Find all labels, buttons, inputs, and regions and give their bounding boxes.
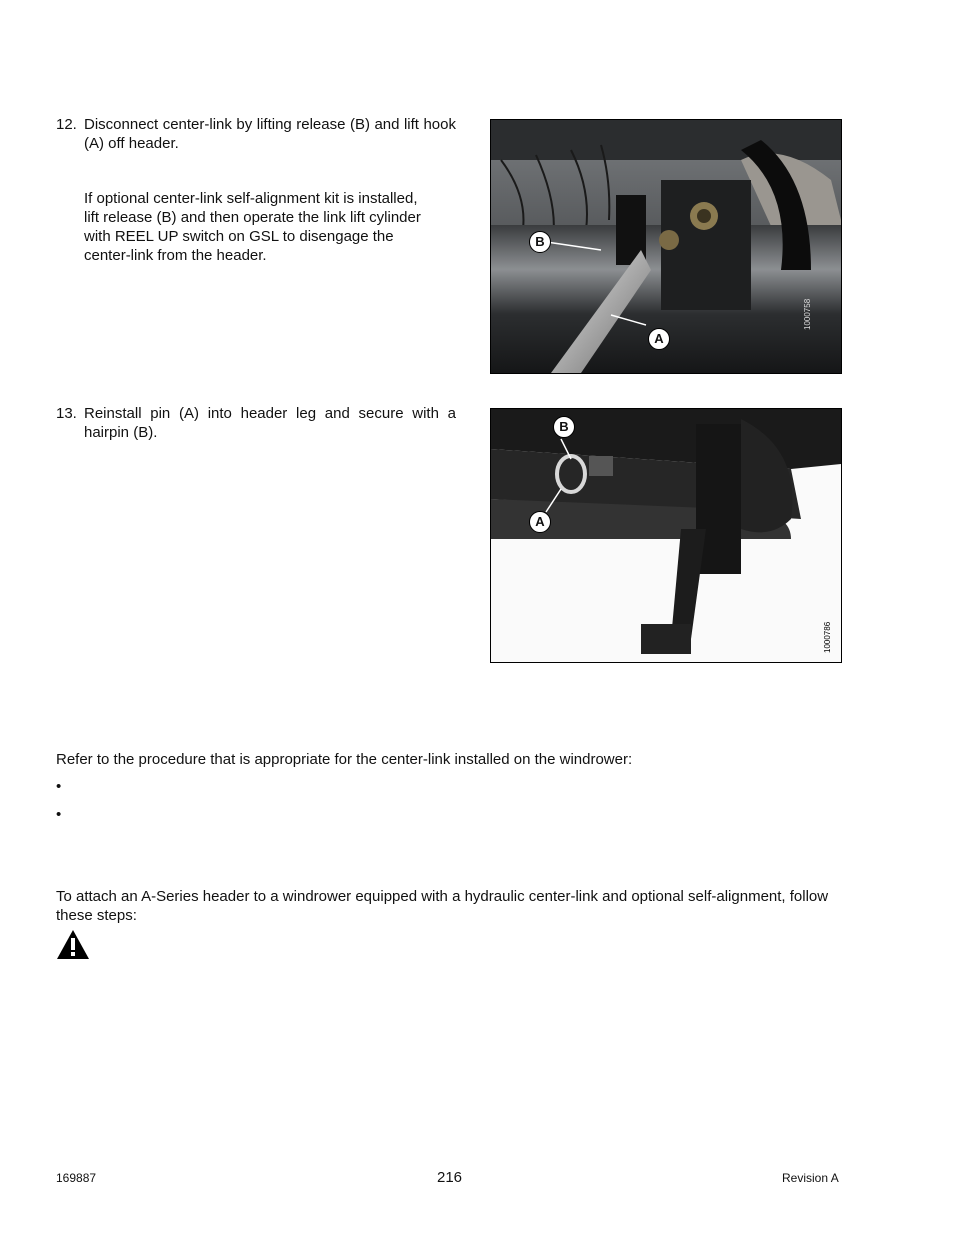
callout-a: A [529, 511, 551, 533]
figure-id: 1000758 [803, 298, 812, 330]
step-number: 13. [56, 405, 77, 422]
page-number: 216 [437, 1169, 463, 1186]
step-13 [56, 404, 456, 442]
step-text: Disconnect center-link by lifting release (B) and lift hook (A) off header. [84, 116, 456, 152]
step-number: 12. [56, 116, 77, 133]
header-leg-pin-photo [490, 408, 842, 663]
callout-b: B [553, 416, 575, 438]
bullet-2: • [56, 806, 62, 823]
procedure-intro: Refer to the procedure that is appropriate for the center-link installed on the windrower: [56, 751, 633, 768]
warning-triangle-icon [56, 929, 90, 960]
center-link-release-photo [490, 119, 842, 374]
attach-instructions: To attach an A-Series header to a windrower equipped with a hydraulic center-link and optional self-alignment, follow these steps: [56, 888, 829, 924]
figure-id: 1000786 [823, 621, 832, 653]
callout-b: B [529, 231, 551, 253]
revision-label: Revision A [782, 1171, 839, 1185]
bullet-1: • [56, 778, 62, 795]
step-12 [56, 115, 456, 153]
step-text: Reinstall pin (A) into header leg and secure with a hairpin (B). [84, 405, 456, 441]
self-alignment-note: If optional center-link self-alignment kit is installed, lift release (B) and then operate the link lift cylinder with REEL UP switch on GSL to disengage the center-link from the header. [84, 190, 421, 264]
document-number: 169887 [56, 1171, 97, 1185]
callout-a: A [648, 328, 670, 350]
